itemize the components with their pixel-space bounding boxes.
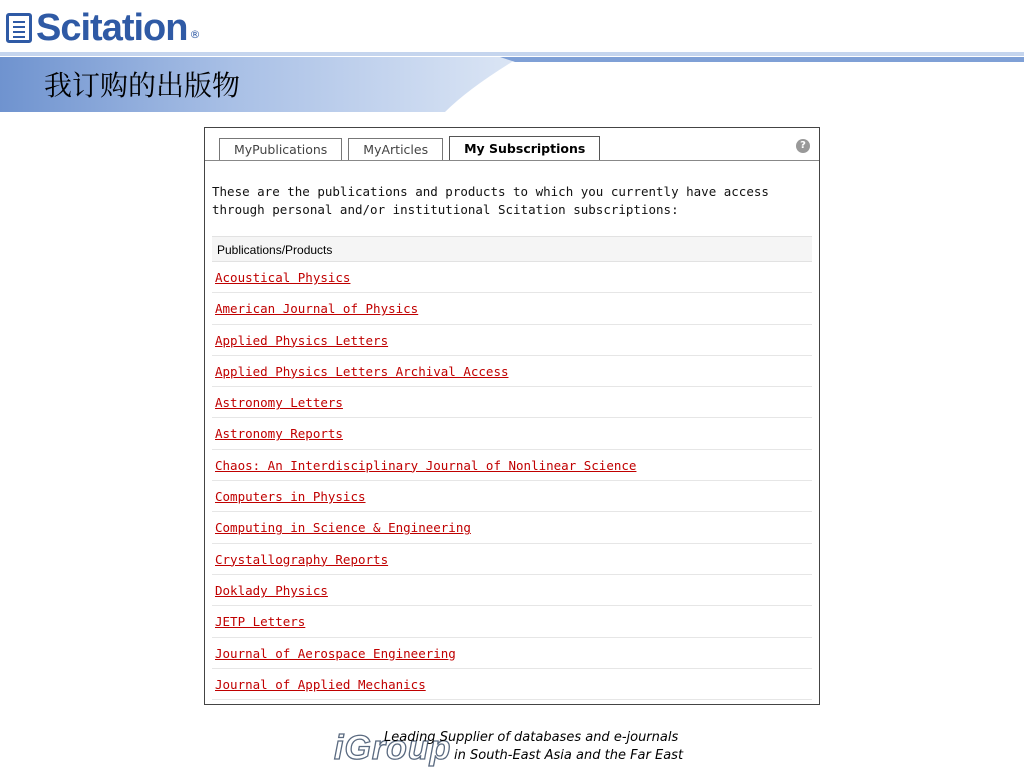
- table-header: Publications/Products: [212, 236, 812, 262]
- publication-link-computers-in-physics[interactable]: Computers in Physics: [215, 489, 366, 505]
- tab-divider: [205, 160, 819, 161]
- list-item: [212, 481, 812, 512]
- publication-link-journal-of-applied-mechanics[interactable]: Journal of Applied Mechanics: [215, 676, 426, 692]
- help-icon[interactable]: ?: [796, 139, 810, 153]
- intro-line-1: These are the publications and products to which you currently have access: [212, 184, 769, 199]
- list-item: [212, 575, 812, 606]
- tab-bar: [219, 135, 606, 161]
- tab-myarticles[interactable]: MyArticles: [348, 138, 443, 161]
- publication-link-astronomy-reports[interactable]: Astronomy Reports: [215, 426, 343, 442]
- list-item: [212, 512, 812, 543]
- tab-mysubscriptions[interactable]: My Subscriptions: [449, 136, 600, 161]
- publication-link-astronomy-letters[interactable]: Astronomy Letters: [215, 395, 343, 411]
- publication-list: [212, 262, 812, 700]
- tab-mypublications[interactable]: MyPublications: [219, 138, 342, 161]
- document-icon: [6, 13, 32, 43]
- logo-text: Scitation: [36, 7, 188, 49]
- publication-link-apl-archival-access[interactable]: Applied Physics Letters Archival Access: [215, 363, 509, 379]
- igroup-logo: iGroup: [334, 729, 452, 767]
- list-item: [212, 450, 812, 481]
- list-item: [212, 325, 812, 356]
- footer-tagline-1: Leading Supplier of databases and e-journals: [384, 730, 679, 745]
- list-item: [212, 262, 812, 293]
- intro-text: [212, 183, 772, 219]
- publication-link-crystallography-reports[interactable]: Crystallography Reports: [215, 551, 389, 567]
- list-item: [212, 418, 812, 449]
- publication-link-acoustical-physics[interactable]: Acoustical Physics: [215, 270, 351, 285]
- list-item: [212, 387, 812, 418]
- publication-link-american-journal-of-physics[interactable]: American Journal of Physics: [215, 301, 419, 317]
- list-item: [212, 669, 812, 700]
- list-item: [212, 356, 812, 387]
- scitation-logo: [6, 8, 200, 48]
- intro-line-2: through personal and/or institutional Scitation subscriptions:: [212, 202, 679, 217]
- page-title: 我订购的出版物: [44, 69, 241, 102]
- list-item: [212, 544, 812, 575]
- publication-link-journal-of-aerospace-engineering[interactable]: Journal of Aerospace Engineering: [215, 645, 456, 661]
- publication-link-applied-physics-letters[interactable]: Applied Physics Letters: [215, 332, 389, 348]
- list-item: [212, 293, 812, 324]
- publication-link-doklady-physics[interactable]: Doklady Physics: [215, 582, 328, 598]
- registered-mark: ®: [189, 27, 201, 41]
- footer-tagline-2: in South-East Asia and the Far East: [454, 748, 684, 763]
- publication-link-jetp-letters[interactable]: JETP Letters: [215, 614, 306, 630]
- list-item: [212, 638, 812, 669]
- publication-link-computing-in-science[interactable]: Computing in Science & Engineering: [215, 520, 471, 536]
- subscriptions-panel: [204, 127, 820, 705]
- publication-link-chaos[interactable]: Chaos: An Interdisciplinary Journal of Nonlinear Science: [215, 457, 637, 473]
- list-item: [212, 606, 812, 637]
